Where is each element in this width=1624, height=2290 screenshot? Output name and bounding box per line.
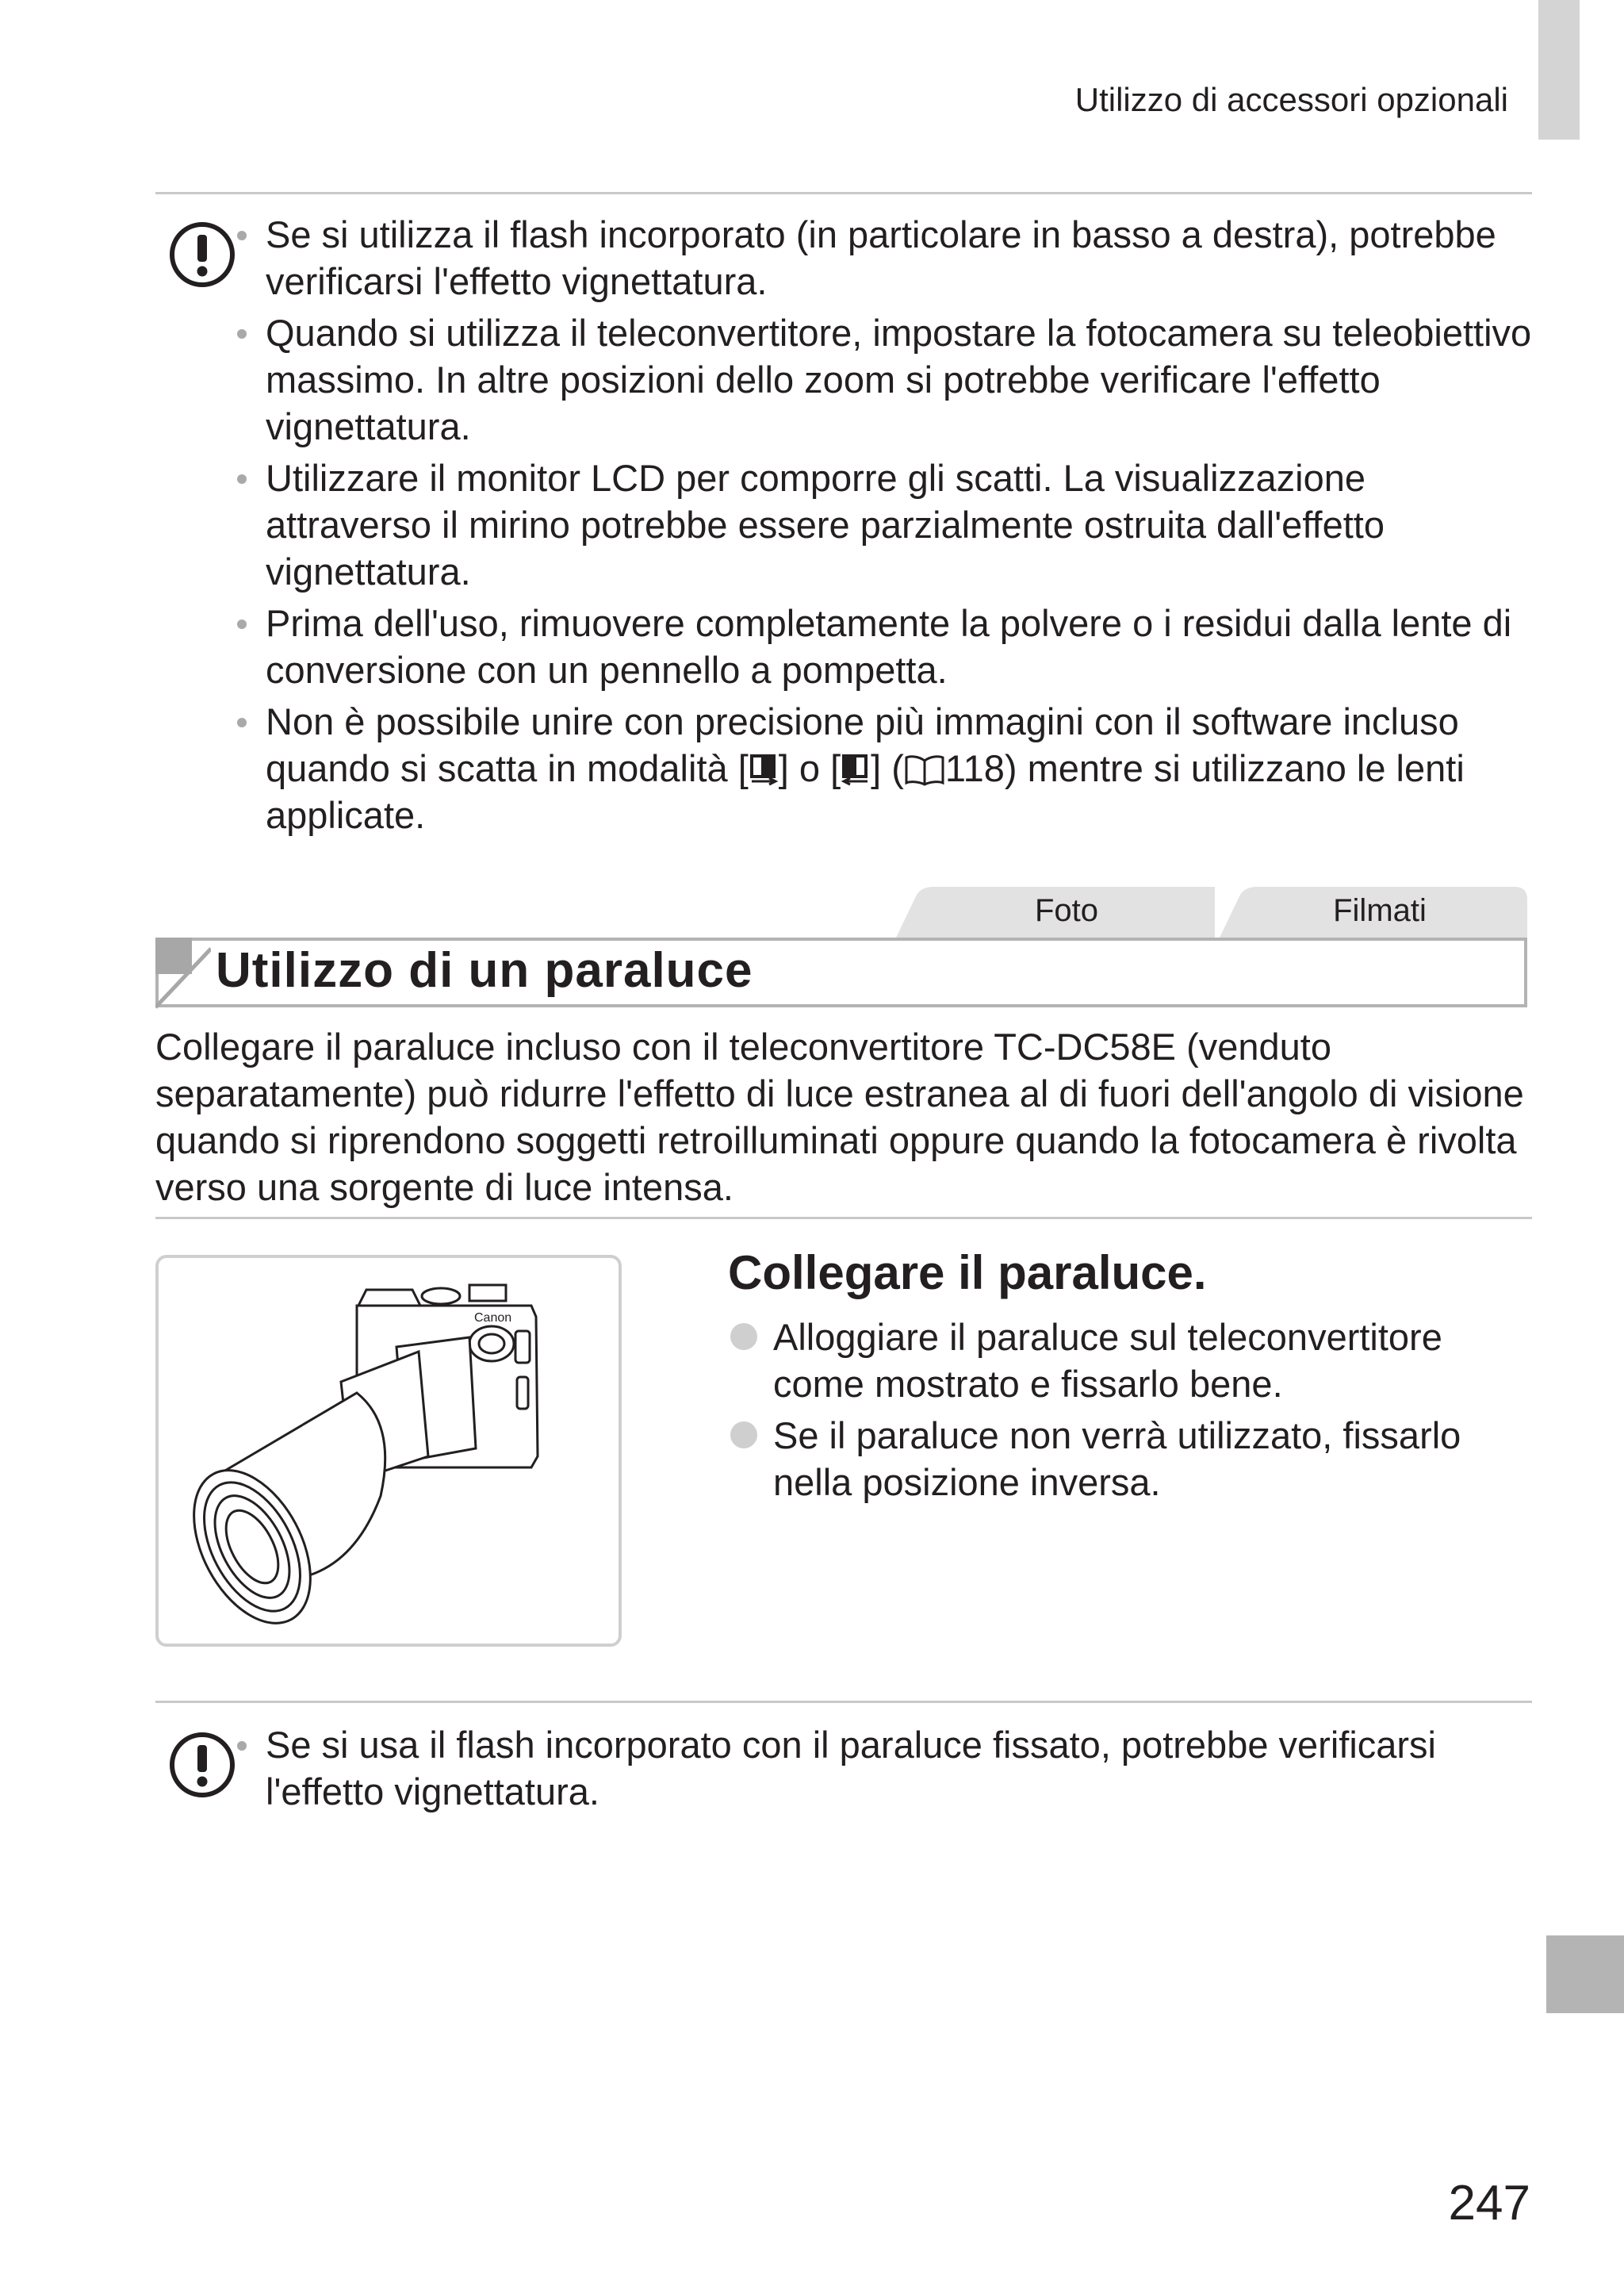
running-header: Utilizzo di accessori opzionali xyxy=(1074,81,1508,118)
page-reference: 118 xyxy=(944,747,1005,789)
text: ] o [ xyxy=(778,747,841,789)
caution-item: Quando si utilizza il teleconvertitore, impostare la fotocamera su teleobiettivo massimo. In altre posizioni dello zoom si potrebbe verificare l'effetto vignettatura. xyxy=(266,309,1534,450)
caution-item: Se si usa il flash incorporato con il paraluce fissato, potrebbe verificarsi l'effetto vignettatura. xyxy=(266,1721,1503,1815)
section-description: Collegare il paraluce incluso con il teleconvertitore TC-DC58E (venduto separatamente) può ridurre l'effetto di luce estranea al di fuori dell'angolo di visione quando si riprendono soggetti retroilluminati oppure quando la fotocamera è rivolta verso una sorgente di luce intensa. xyxy=(155,1026,1524,1208)
divider xyxy=(155,1701,1532,1703)
chapter-tab xyxy=(1538,0,1580,140)
illustration-frame xyxy=(155,1255,622,1647)
step-title: Collegare il paraluce. xyxy=(728,1246,1207,1299)
chapter-index-tab xyxy=(1546,1935,1624,2013)
step-list xyxy=(773,1314,1519,1510)
camera-brand-logo: Canon xyxy=(474,1311,512,1325)
stitch-assist-left-icon xyxy=(841,753,871,786)
step-item: Se il paraluce non verrà utilizzato, fissarlo nella posizione inversa. xyxy=(773,1412,1519,1506)
book-reference-icon xyxy=(904,754,945,786)
caution-list xyxy=(266,211,1534,843)
caution-item: Prima dell'uso, rimuovere completamente la polvere o i residui dalla lente di conversione con un pennello a pompetta. xyxy=(266,600,1534,693)
caution-icon xyxy=(168,1731,236,1799)
text: Non è possibile unire con precisione più immagini con il software incluso quando si scatta in modalità [ xyxy=(266,700,1459,789)
camera-with-lens-hood-illustration xyxy=(159,1258,619,1644)
page-number: 247 xyxy=(1448,2176,1530,2231)
tab-filmati: Filmati xyxy=(1333,893,1427,928)
section-marker-icon xyxy=(155,938,211,1009)
caution-item: Se si utilizza il flash incorporato (in particolare in basso a destra), potrebbe verificarsi l'effetto vignettatura. xyxy=(266,211,1534,305)
step-item: Alloggiare il paraluce sul teleconvertitore come mostrato e fissarlo bene. xyxy=(773,1314,1519,1407)
caution-item: Utilizzare il monitor LCD per comporre gli scatti. La visualizzazione attraverso il mirino potrebbe essere parzialmente ostruita dall'effetto vignettatura. xyxy=(266,455,1534,595)
caution-icon xyxy=(168,221,236,289)
caution-item xyxy=(266,698,1534,838)
stitch-assist-right-icon xyxy=(749,753,779,786)
caution-list xyxy=(266,1721,1503,1820)
text: ] ( xyxy=(871,747,904,789)
text: ) mentre si utilizzano le lenti applicate. xyxy=(266,747,1465,836)
divider xyxy=(155,1217,1532,1219)
section-title: Utilizzo di un paraluce xyxy=(216,943,753,998)
divider xyxy=(155,192,1532,194)
tab-foto: Foto xyxy=(1034,893,1099,928)
